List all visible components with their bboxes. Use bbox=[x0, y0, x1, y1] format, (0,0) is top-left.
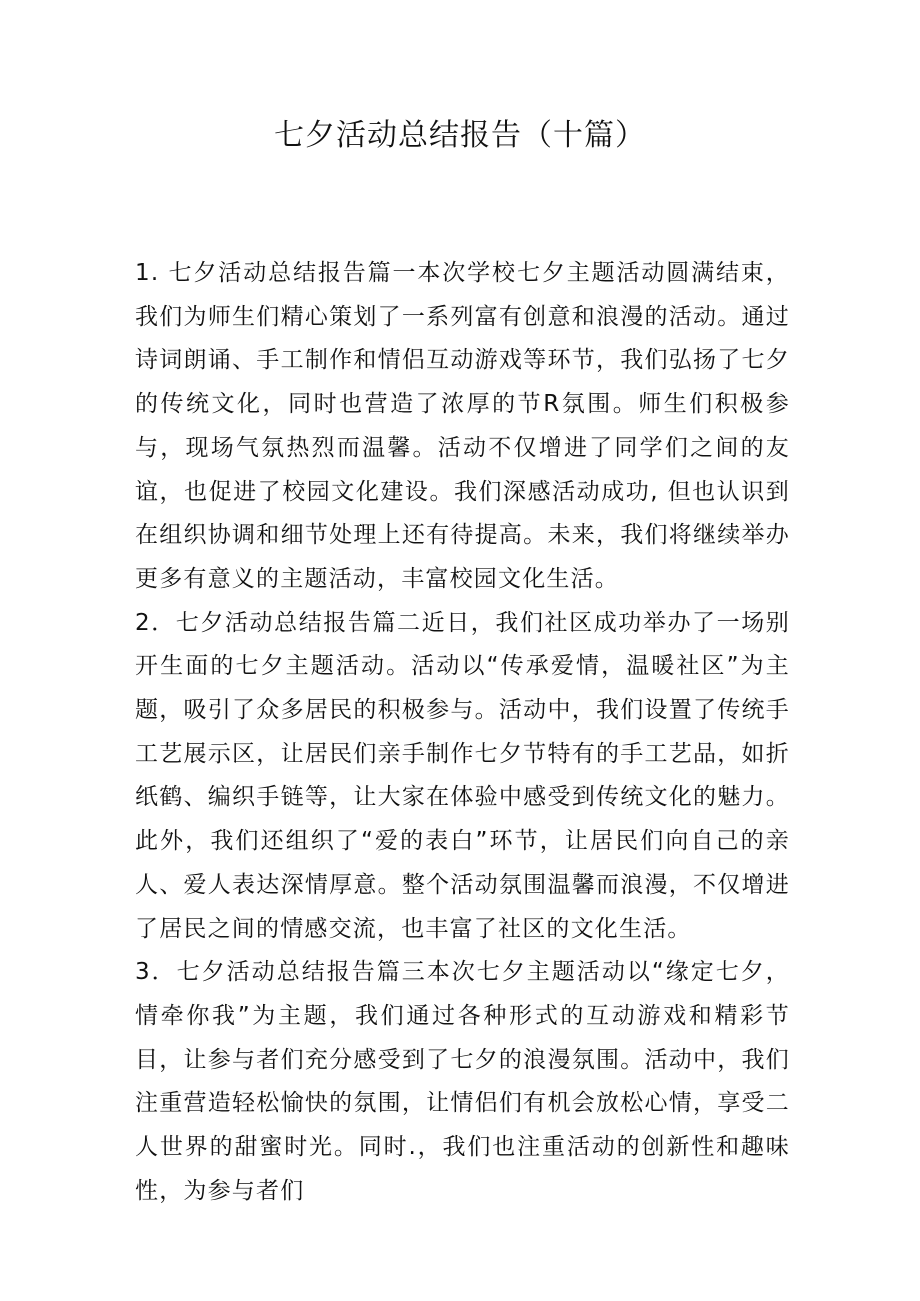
paragraph-2: 2．七夕活动总结报告篇二近日，我们社区成功举办了一场别开生面的七夕主题活动。活动以“传承爱情，温暖社区”为主题，吸引了众多居民的积极参与。活动中，我们设置了传统手工艺展示区，让居民们亲手制作七夕节特有的手工艺品，如折纸鹤、编织手链等，让大家在体验中感受到传统文化的魅力。此外，我们还组织了“爱的表白”环节，让居民们向自己的亲人、爱人表达深情厚意。整个活动氛围温馨而浪漫，不仅增进了居民之间的情感交流，也丰富了社区的文化生活。 bbox=[135, 609, 790, 942]
document-body bbox=[135, 252, 790, 1213]
paragraph-3: 3．七夕活动总结报告篇三本次七夕主题活动以“缘定七夕，情牵你我”为主题，我们通过各种形式的互动游戏和精彩节目，让参与者们充分感受到了七夕的浪漫氛围。活动中，我们注重营造轻松愉快的氛围，让情侣们有机会放松心情，享受二人世界的甜蜜时光。同时.，我们也注重活动的创新性和趣味性，为参与者们 bbox=[135, 959, 790, 1204]
document-title: 七夕活动总结报告（十篇） bbox=[274, 118, 646, 153]
paragraph-1: 1. 七夕活动总结报告篇一本次学校七夕主题活动圆满结束，我们为师生们精心策划了一系列富有创意和浪漫的活动。通过诗词朗诵、手工制作和情侣互动游戏等环节，我们弘扬了七夕的传统文化，同时也营造了浓厚的节R氛围。师生们积极参与，现场气氛热烈而温馨。活动不仅增进了同学们之间的友谊，也促进了校园文化建设。我们深感活动成功, 但也认识到在组织协调和细节处理上还有待提高。未来，我们将继续举办更多有意义的主题活动，丰富校园文化生活。 bbox=[135, 260, 790, 592]
